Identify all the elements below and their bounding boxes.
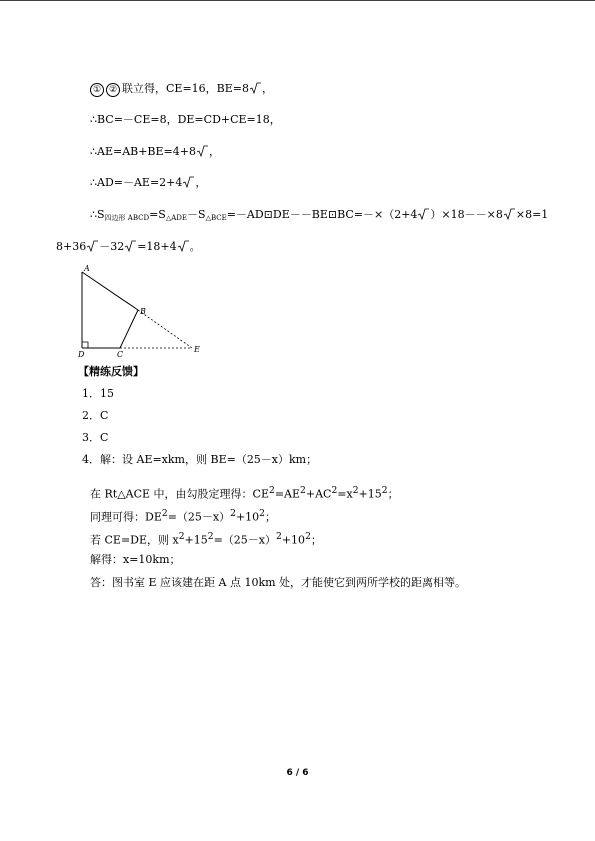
geometry-figure bbox=[70, 262, 210, 362]
sqrt-icon bbox=[504, 208, 515, 220]
text: ∴AE=AB+BE=4+8 bbox=[90, 145, 196, 158]
text: +AC bbox=[305, 487, 332, 501]
text: ∴S bbox=[90, 208, 105, 221]
text: +15 bbox=[358, 487, 382, 501]
text: =AE bbox=[274, 487, 301, 501]
text: ， bbox=[208, 145, 220, 158]
superscript: 2 bbox=[331, 485, 338, 496]
solution-line-6 bbox=[56, 240, 201, 254]
circled-two: ② bbox=[106, 83, 120, 97]
text: ×8=1 bbox=[515, 208, 549, 221]
superscript: 2 bbox=[161, 508, 168, 519]
subscript: △BCE bbox=[205, 214, 227, 222]
text: ； bbox=[387, 487, 399, 501]
solution-line-4 bbox=[90, 176, 206, 190]
superscript: 2 bbox=[381, 485, 388, 496]
text: 联立得，CE=16，BE=8 bbox=[122, 82, 249, 95]
superscript: 2 bbox=[305, 531, 311, 542]
label-c: C bbox=[117, 350, 124, 359]
answer-number: 3． bbox=[82, 431, 100, 444]
answer-text: 15 bbox=[100, 387, 114, 400]
text: ； bbox=[264, 510, 276, 524]
text: 在 Rt△ACE 中，由勾股定理得：CE bbox=[90, 487, 269, 501]
superscript: 2 bbox=[259, 508, 265, 519]
superscript: 2 bbox=[276, 531, 282, 542]
answer-4 bbox=[82, 453, 317, 467]
label-a: A bbox=[84, 264, 90, 273]
solution-line-3 bbox=[90, 145, 220, 159]
solution-line-2 bbox=[90, 113, 281, 127]
label-e: E bbox=[194, 345, 200, 354]
answer-text: C bbox=[100, 409, 109, 422]
solution-step-2 bbox=[90, 507, 276, 525]
text: ， bbox=[262, 82, 273, 95]
page-top-border bbox=[0, 0, 595, 1]
sqrt-icon bbox=[87, 240, 98, 252]
superscript: 2 bbox=[178, 531, 185, 542]
solution-step-3 bbox=[90, 530, 322, 548]
text: =（25－x） bbox=[213, 533, 277, 547]
text: ）×18－－×8 bbox=[430, 208, 503, 221]
label-b: B bbox=[140, 307, 146, 316]
text: ∴BC=－CE=8，DE=CD+CE=18， bbox=[90, 113, 281, 126]
text: =－AD⊡DE－－BE⊡BC=－×（2+4 bbox=[226, 208, 418, 221]
text: 答：图书室 E 应该建在距 A 点 10km 处，才能使它到两所学校的距离相等。 bbox=[90, 576, 467, 589]
answer-text: C bbox=[100, 431, 109, 444]
superscript: 2 bbox=[230, 508, 236, 519]
text: 8+36 bbox=[56, 240, 87, 253]
sqrt-icon bbox=[250, 82, 261, 94]
answer-3 bbox=[82, 431, 108, 445]
text: ∴AD=－AE=2+4 bbox=[90, 176, 183, 189]
solution-step-5 bbox=[90, 576, 466, 590]
text: 同理可得：DE bbox=[90, 510, 162, 524]
superscript: 2 bbox=[269, 485, 275, 496]
subscript: △ADE bbox=[165, 214, 188, 222]
sqrt-icon bbox=[418, 208, 429, 220]
text: +15 bbox=[184, 533, 208, 547]
text: =x bbox=[337, 487, 353, 501]
solution-step-4 bbox=[90, 553, 181, 567]
text: －32 bbox=[99, 240, 125, 253]
answer-text: 解：设 AE=xkm，则 BE=（25－x）km； bbox=[100, 453, 318, 466]
subscript: 四边形 ABCD bbox=[104, 214, 150, 222]
superscript: 2 bbox=[207, 531, 214, 542]
text: 。 bbox=[189, 240, 201, 253]
sqrt-icon bbox=[197, 145, 208, 157]
text: ； bbox=[310, 533, 322, 547]
text: =（25－x） bbox=[167, 510, 231, 524]
answer-number: 4． bbox=[82, 453, 100, 466]
text: 若 CE=DE，则 x bbox=[90, 533, 179, 547]
text: ， bbox=[195, 176, 207, 189]
circled-one: ① bbox=[90, 83, 104, 97]
answer-1 bbox=[82, 387, 114, 401]
page-number: 6 / 6 bbox=[286, 768, 309, 778]
sqrt-icon bbox=[178, 240, 189, 252]
superscript: 2 bbox=[300, 485, 306, 496]
solution-step-1 bbox=[90, 484, 399, 502]
solution-line-1 bbox=[90, 82, 273, 97]
text: 解得：x=10km； bbox=[90, 553, 181, 566]
superscript: 2 bbox=[352, 485, 359, 496]
sqrt-icon bbox=[183, 176, 194, 188]
answer-number: 1． bbox=[82, 387, 100, 400]
section-title: 【精练反馈】 bbox=[78, 365, 144, 378]
sqrt-icon bbox=[125, 240, 136, 252]
answer-2 bbox=[82, 409, 108, 423]
answer-number: 2． bbox=[82, 409, 100, 422]
text: =18+4 bbox=[137, 240, 177, 253]
solution-line-5 bbox=[90, 208, 548, 225]
text: +10 bbox=[235, 510, 260, 524]
text: －S bbox=[187, 208, 206, 221]
text: +10 bbox=[281, 533, 306, 547]
text: =S bbox=[149, 208, 166, 221]
label-d: D bbox=[78, 350, 85, 359]
